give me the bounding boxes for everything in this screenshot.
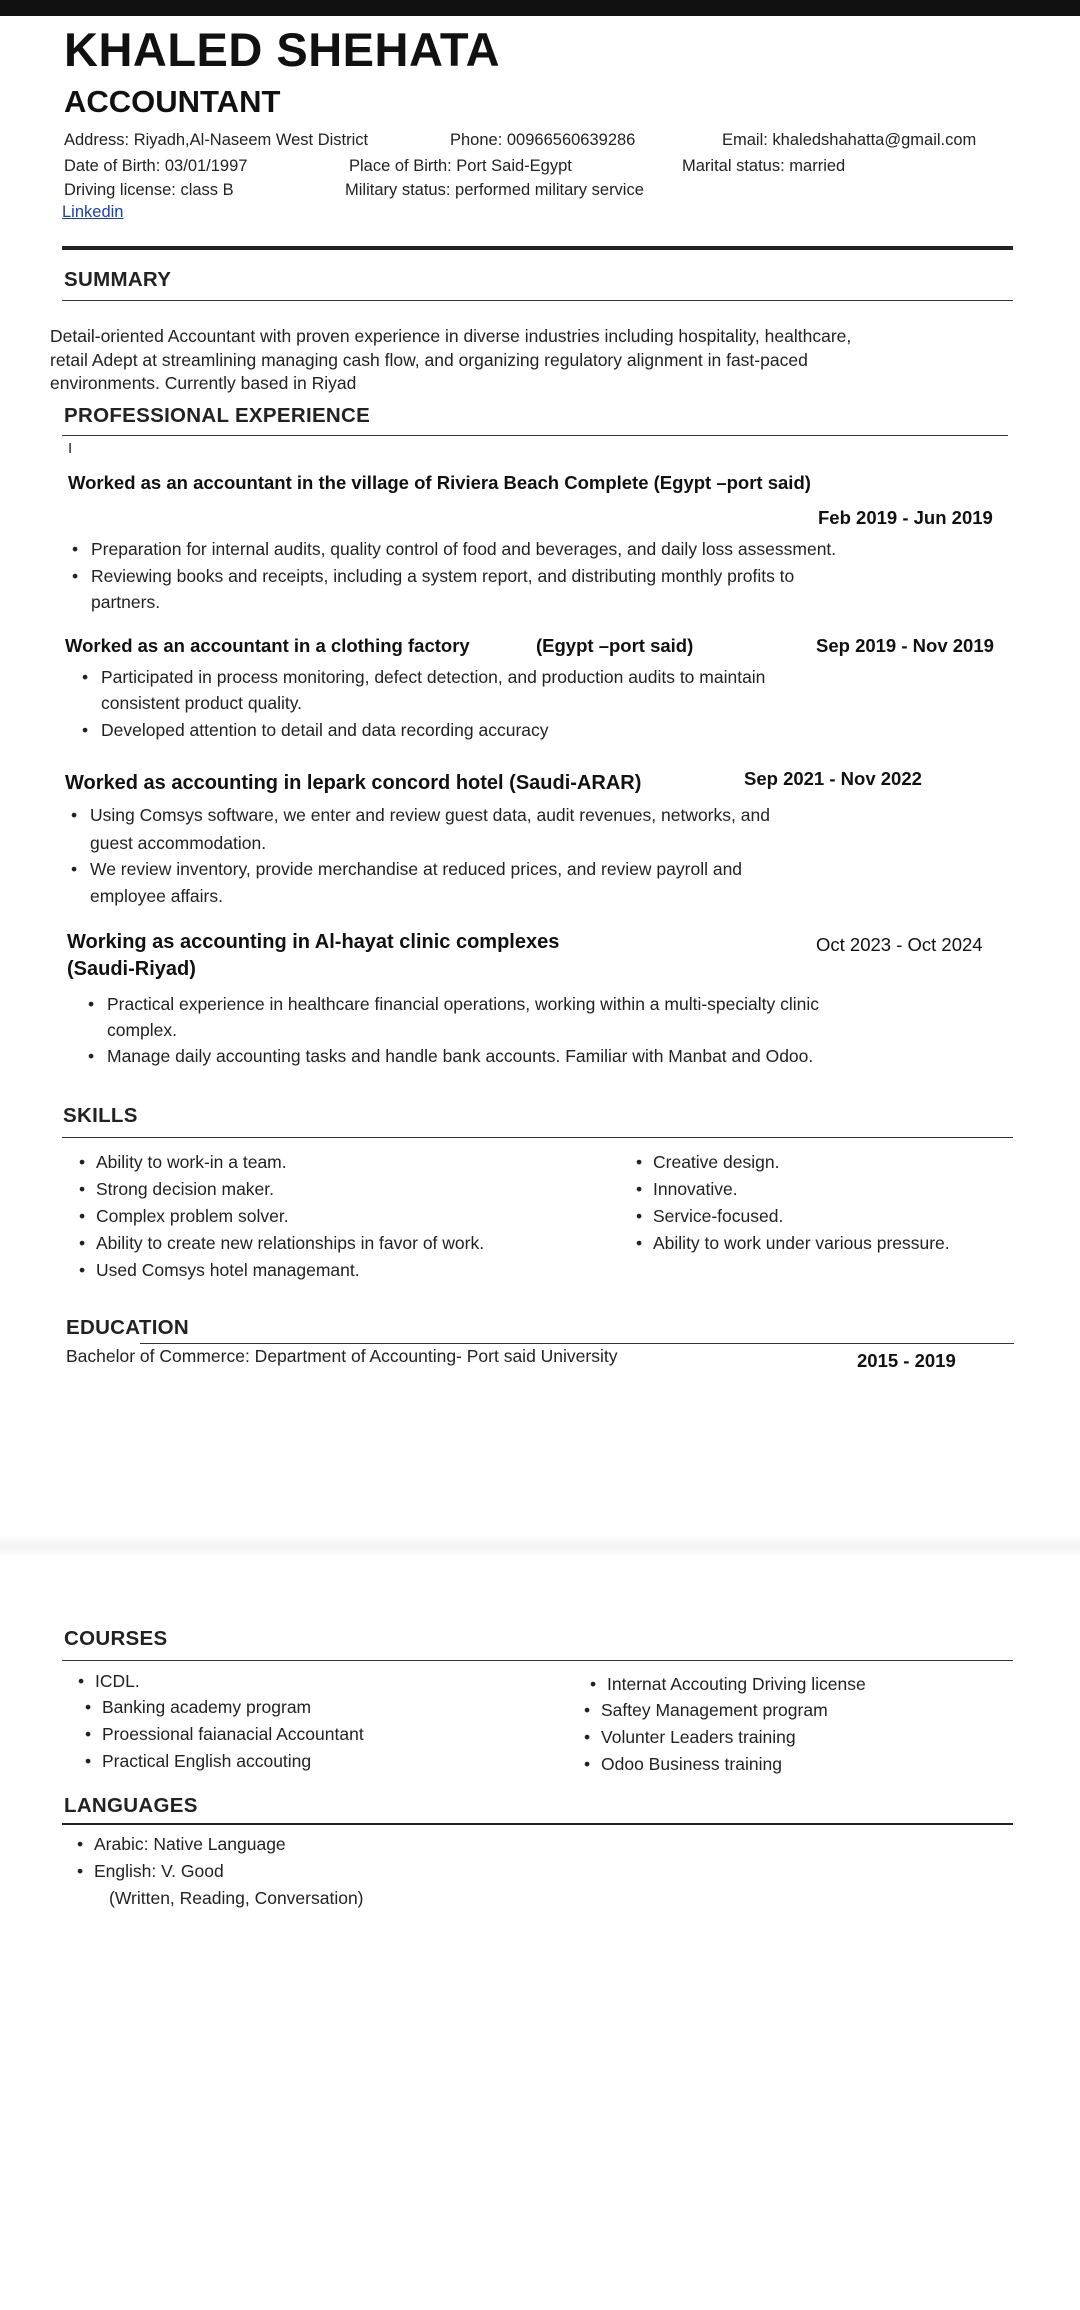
job-2-bullet: • Developed attention to detail and data recording accuracy — [101, 720, 549, 741]
job-3-bullet: • We review inventory, provide merchandise at reduced prices, and review payroll and — [90, 859, 742, 880]
course-item: • ICDL. — [95, 1671, 140, 1692]
experience-rule — [62, 435, 1008, 436]
course-item: • Volunter Leaders training — [601, 1727, 796, 1748]
skill-item: • Ability to create new relationships in favor of work. — [96, 1233, 484, 1254]
job-title: ACCOUNTANT — [64, 84, 281, 119]
course-item: • Banking academy program — [102, 1697, 311, 1718]
summary-line: retail Adept at streamlining managing cash flow, and organizing regulatory alignment in fast-paced — [50, 350, 808, 370]
language-item: • English: V. Good — [94, 1861, 224, 1882]
candidate-name: KHALED SHEHATA — [64, 23, 501, 76]
summary-line: environments. Currently based in Riyad — [50, 373, 357, 393]
stray-mark: I — [68, 440, 73, 457]
skills-rule — [62, 1137, 1013, 1138]
experience-heading: PROFESSIONAL EXPERIENCE — [64, 404, 371, 427]
top-bar — [0, 0, 1080, 16]
job-date-3: Sep 2021 - Nov 2022 — [744, 768, 922, 789]
courses-heading: COURSES — [64, 1627, 168, 1650]
education-years: 2015 - 2019 — [857, 1350, 956, 1371]
job-1-bullet-cont: partners. — [91, 592, 161, 612]
skill-item: • Used Comsys hotel managemant. — [96, 1260, 360, 1281]
job-4-bullet-cont: complex. — [107, 1020, 178, 1040]
course-item: • Odoo Business training — [601, 1754, 782, 1775]
skill-item: • Innovative. — [653, 1179, 738, 1200]
job-location-2: (Egypt –port said) — [536, 635, 694, 656]
header-divider — [62, 246, 1013, 250]
skill-item: • Service-focused. — [653, 1206, 783, 1227]
course-item: • Internat Accouting Driving license — [607, 1674, 866, 1695]
job-4-bullet: • Practical experience in healthcare financial operations, working within a multi-specialty clinic — [107, 994, 819, 1015]
language-note: (Written, Reading, Conversation) — [109, 1888, 364, 1908]
summary-line: Detail-oriented Accountant with proven experience in diverse industries including hospitality, healthcare, — [50, 326, 852, 346]
job-title-3: Worked as accounting in lepark concord hotel (Saudi-ARAR) — [65, 772, 642, 794]
job-2-bullet-cont: consistent product quality. — [101, 693, 303, 713]
course-item: • Saftey Management program — [601, 1700, 828, 1721]
job-title-4-location: (Saudi-Riyad) — [67, 958, 196, 980]
skill-item: • Complex problem solver. — [96, 1206, 289, 1227]
course-item: • Proessional faianacial Accountant — [102, 1724, 364, 1745]
job-3-bullet: • Using Comsys software, we enter and review guest data, audit revenues, networks, and — [90, 805, 770, 826]
language-item: • Arabic: Native Language — [94, 1834, 286, 1855]
place-of-birth: Place of Birth: Port Said-Egypt — [349, 157, 572, 175]
email: Email: khaledshahatta@gmail.com — [722, 131, 977, 149]
courses-rule — [62, 1660, 1013, 1661]
skill-item: • Ability to work-in a team. — [96, 1152, 287, 1173]
address: Address: Riyadh,Al-Naseem West District — [64, 131, 369, 149]
job-1-bullet: • Reviewing books and receipts, including a system report, and distributing monthly profits to — [91, 566, 794, 587]
military-status: Military status: performed military service — [345, 181, 644, 199]
summary-rule — [62, 300, 1013, 301]
linkedin-link[interactable]: Linkedin — [62, 203, 124, 221]
job-date-2: Sep 2019 - Nov 2019 — [816, 635, 994, 656]
languages-rule — [62, 1823, 1013, 1825]
summary-heading: SUMMARY — [64, 268, 172, 291]
job-title-4: Working as accounting in Al-hayat clinic complexes — [67, 931, 560, 953]
driving-license: Driving license: class B — [64, 181, 234, 199]
job-date-4: Oct 2023 - Oct 2024 — [816, 934, 983, 955]
page-break — [0, 1535, 1080, 1557]
course-item: • Practical English accouting — [102, 1751, 311, 1772]
education-degree: Bachelor of Commerce: Department of Accounting- Port said University — [66, 1346, 618, 1366]
job-4-bullet: • Manage daily accounting tasks and handle bank accounts. Familiar with Manbat and Odoo. — [107, 1046, 813, 1067]
job-3-bullet-cont: guest accommodation. — [90, 833, 267, 853]
date-of-birth: Date of Birth: 03/01/1997 — [64, 157, 248, 175]
job-1-bullet: • Preparation for internal audits, quality control of food and beverages, and daily loss assessment. — [91, 539, 836, 560]
languages-heading: LANGUAGES — [64, 1794, 198, 1817]
education-heading: EDUCATION — [66, 1316, 190, 1339]
skills-heading: SKILLS — [63, 1104, 138, 1127]
marital-status: Marital status: married — [682, 157, 846, 175]
job-title-2: Worked as an accountant in a clothing factory — [65, 635, 470, 656]
phone: Phone: 00966560639286 — [450, 131, 636, 149]
skill-item: • Creative design. — [653, 1152, 779, 1173]
skill-item: • Strong decision maker. — [96, 1179, 274, 1200]
job-title-1: Worked as an accountant in the village of Riviera Beach Complete (Egypt –port said) — [68, 472, 811, 493]
job-date-1: Feb 2019 - Jun 2019 — [818, 507, 993, 528]
job-2-bullet: • Participated in process monitoring, defect detection, and production audits to maintain — [101, 667, 765, 688]
job-3-bullet-cont: employee affairs. — [90, 886, 223, 906]
skill-item: • Ability to work under various pressure. — [653, 1233, 950, 1254]
education-rule — [140, 1343, 1014, 1344]
